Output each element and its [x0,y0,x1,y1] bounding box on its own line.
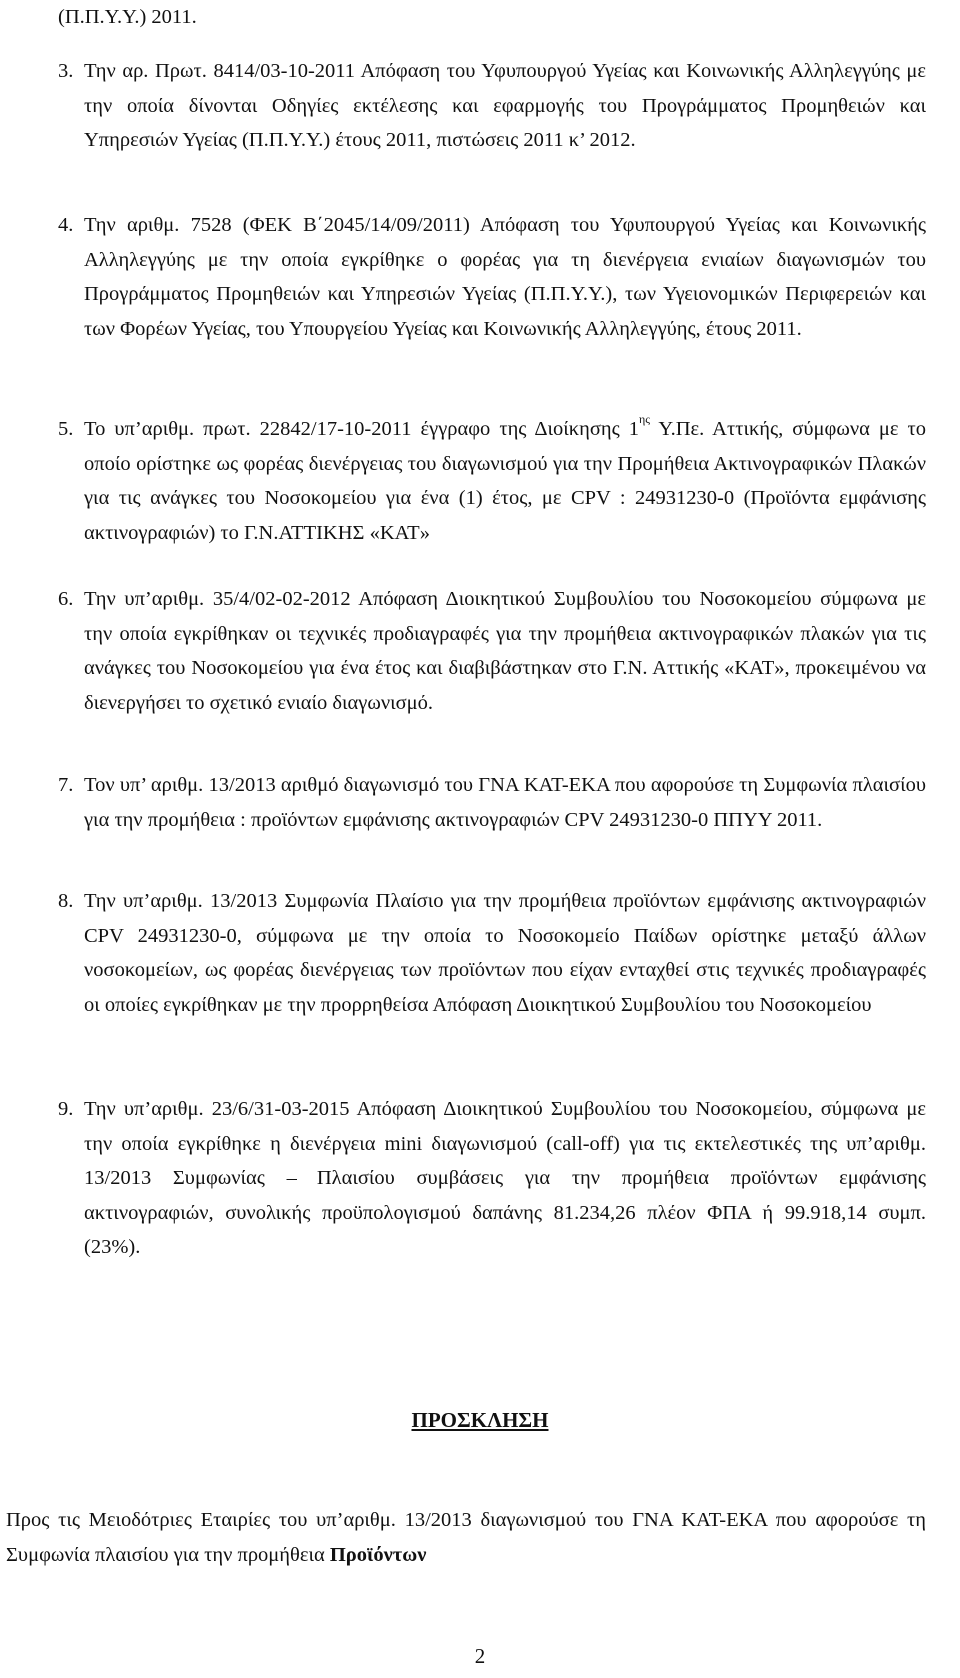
item-text-part: Υ.Πε. Αττικής, σύμφωνα με το οποίο ορίστηκε ως φορέας διενέργειας του διαγωνισμού για την Προμήθεια Ακτινογραφικών Πλακών για τις ανάγκες του Νοσοκομείου για ένα (1) έτος, με CPV : 24931230-0 (Προϊόντα εμφάνισης ακτινογραφιών) το Γ.Ν.ΑΤΤΙΚΗΣ «ΚΑΤ» [84,418,926,544]
item-text: Τον υπ’ αριθμ. 13/2013 αριθμό διαγωνισμό του ΓΝΑ ΚΑΤ-ΕΚΑ που αφορούσε τη Συμφωνία πλαισίου για την προμήθεια : προϊόντων εμφάνισης ακτινογραφιών CPV 24931230-0 ΠΠΥΥ 2011. [84,774,926,831]
list-item-7 [58,768,926,837]
item-number: 9. [58,1098,74,1120]
page-number: 2 [474,1644,486,1668]
item-text-part: Πλαισίου συμβάσεις για την προμήθεια προϊόντων εμφάνισης ακτινογραφιών, συνολικής προϋπολογισμού δαπάνης 81.234,26 πλέον ΦΠΑ ή 99.918,14 συμπ. (23%). [84,1167,926,1258]
closing-bold-text: Προϊόντων [329,1543,427,1566]
list-item-3 [58,54,926,158]
closing-paragraph [6,1503,926,1572]
list-item-4 [58,208,926,346]
item-text: Την υπ’αριθμ. 35/4/02-02-2012 Απόφαση Διοικητικού Συμβουλίου του Νοσοκομείου σύμφωνα με την οποία εγκρίθηκαν οι τεχνικές προδιαγραφές για την προμήθεια ακτινογραφικών πλακών για τις ανάγκες του Νοσοκομείου για ένα έτος και διαβιβάστηκαν στο Γ.Ν. Αττικής «ΚΑΤ», προκειμένου να διενεργήσει το σχετικό ενιαίο διαγωνισμό. [84,588,926,714]
item-text: Την αρ. Πρωτ. 8414/03-10-2011 Απόφαση του Υφυπουργού Υγείας και Κοινωνικής Αλληλεγγύης με την οποία δίνονται Οδηγίες εκτέλεσης και εφαρμογής του Προγράμματος Προμηθειών και Υπηρεσιών Υγείας (Π.Π.Υ.Υ.) έτους 2011, πιστώσεις 2011 κ’ 2012. [84,60,926,151]
item-number: 7. [58,774,74,796]
closing-text: Προς τις Μειοδότριες Εταιρίες του υπ’αριθμ. 13/2013 διαγωνισμού του ΓΝΑ ΚΑΤ-ΕΚΑ που αφορούσε τη Συμφωνία πλαισίου για την προμήθεια [6,1509,926,1566]
item-text-part: Την υπ’αριθμ. 23/6/31-03-2015 Απόφαση Διοικητικού Συμβουλίου του Νοσοκομείου, σύμφωνα με την οποία εγκρίθηκε η διενέργεια mini διαγωνισμού (call-off) για τις εκτελεστικές της υπ’αριθμ. 13/2013 Συμφωνίας [84,1098,926,1189]
list-item-8 [58,884,926,1022]
item-text: Την αριθμ. 7528 (ΦΕΚ Β΄2045/14/09/2011) Απόφαση του Υφυπουργού Υγείας και Κοινωνικής Αλληλεγγύης με την οποία εγκρίθηκε ο φορέας για τη διενέργεια ενιαίων διαγωνισμών του Προγράμματος Προμηθειών και Υπηρεσιών Υγείας (Π.Π.Υ.Υ.), των Υγειονομικών Περιφερειών και των Φορέων Υγείας, του Υπουργείου Υγείας και Κοινωνικής Αλληλεγγύης, έτους 2011. [84,214,926,340]
dash: – [286,1167,297,1189]
section-heading: ΠΡΟΣΚΛΗΣΗ [411,1408,549,1432]
item-text [84,1092,926,1265]
continuation-line: (Π.Π.Υ.Υ.) 2011. [58,6,197,28]
list-item-9 [58,1092,926,1265]
item-text: Την υπ’αριθμ. 13/2013 Συμφωνία Πλαίσιο για την προμήθεια προϊόντων εμφάνισης ακτινογραφιών CPV 24931230-0, σύμφωνα με την οποία το Νοσοκομείο Παίδων ορίστηκε μεταξύ άλλων νοσοκομείων, ως φορέας διενέργειας των προϊόντων που είχαν ενταχθεί στις τεχνικές προδιαγραφές οι οποίες εγκρίθηκαν με την προρρηθείσα Απόφαση Διοικητικού Συμβουλίου του Νοσοκομείου [84,890,926,1016]
item-number: 6. [58,588,74,610]
item-number: 8. [58,890,74,912]
list-item-6 [58,582,926,720]
item-number: 3. [58,60,74,82]
item-text [84,412,926,550]
item-number: 4. [58,214,74,236]
item-text-part: Το υπ’αριθμ. πρωτ. 22842/17-10-2011 έγγραφο της Διοίκησης 1 [84,418,640,440]
ordinal-suffix: ης [639,412,651,426]
list-item-5 [58,412,926,550]
item-number: 5. [58,418,74,440]
